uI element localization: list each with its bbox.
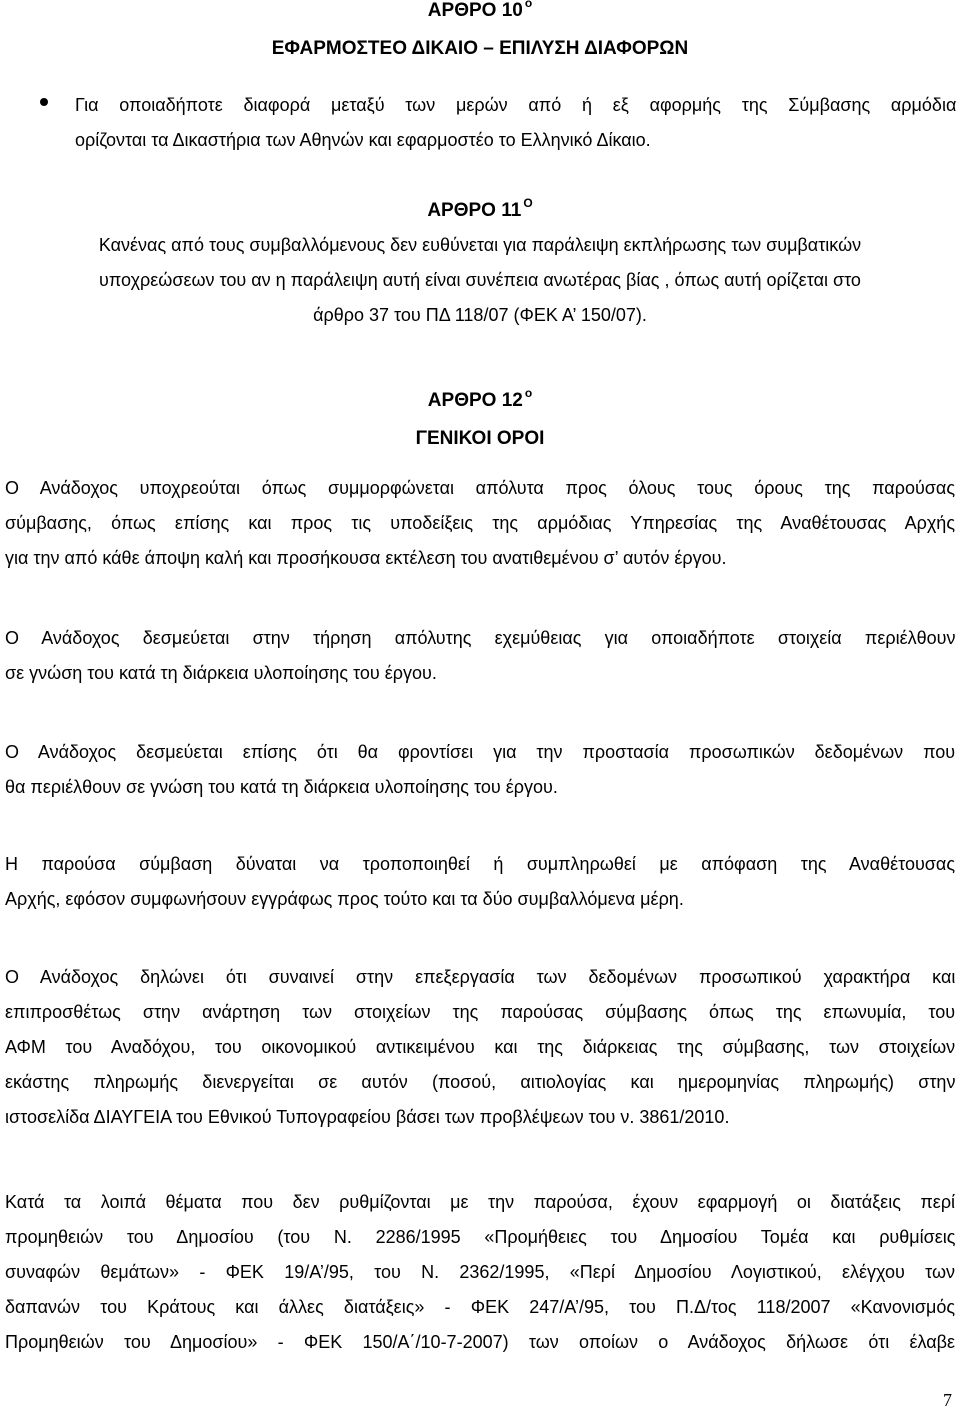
page-number: 7 — [943, 1390, 952, 1410]
text-line: Αρχής, εφόσον συμφωνήσουν εγγράφως προς τούτο και τα δύο συμβαλλόμενα μέρη. — [5, 889, 684, 909]
article-12-paragraph-3 — [5, 735, 955, 805]
text-line: για την από κάθε άποψη καλή και προσήκουσα εκτέλεση του ανατιθεμένου σ’ αυτόν έργου. — [5, 548, 727, 568]
article-12-paragraph-4 — [5, 847, 955, 917]
article-12-title-text: ΑΡΘΡΟ 12 — [427, 390, 523, 411]
article-12-title — [0, 386, 960, 413]
article-10-title-sup: ο — [524, 0, 533, 10]
text-line: σε γνώση του κατά τη διάρκεια υλοποίησης του έργου. — [5, 663, 437, 683]
text-line: Ο Ανάδοχος δηλώνει ότι συναινεί στην επεξεργασία των δεδομένων προσωπικού χαρακτήρα και — [5, 967, 956, 987]
text-line: υποχρεώσεων του αν η παράλειψη αυτή είναι συνέπεια ανωτέρας βίας , όπως αυτή ορίζεται στο — [99, 270, 861, 290]
article-12-subtitle: ΓΕΝΙΚΟΙ ΟΡΟΙ — [415, 428, 545, 449]
text-line: συναφών θεμάτων» - ΦΕΚ 19/Α’/95, του Ν. 2362/1995, «Περί Δημοσίου Λογιστικού, ελέγχου των — [5, 1262, 956, 1282]
text-line: ιστοσελίδα ΔΙΑΥΓΕΙΑ του Εθνικού Τυπογραφείου βάσει των προβλέψεων του ν. 3861/2010. — [5, 1107, 730, 1127]
text-line: θα περιέλθουν σε γνώση του κατά τη διάρκεια υλοποίησης του έργου. — [5, 777, 558, 797]
article-10-bullet-text — [75, 88, 956, 158]
text-line: Ο Ανάδοχος δεσμεύεται επίσης ότι θα φροντίσει για την προστασία προσωπικών δεδομένων που — [5, 742, 956, 762]
text-line: Προμηθειών του Δημοσίου» - ΦΕΚ 150/Α΄/10-7-2007) των οποίων ο Ανάδοχος δήλωσε ότι έλαβε — [5, 1332, 955, 1352]
text-line: άρθρο 37 του ΠΔ 118/07 (ΦΕΚ Α’ 150/07). — [313, 305, 647, 325]
article-12-paragraph-2 — [5, 621, 955, 691]
text-line: ΑΦΜ του Αναδόχου, του οικονομικού αντικειμένου και της διάρκειας της σύμβασης, των στοιχείων — [5, 1037, 956, 1057]
article-11-paragraph — [5, 228, 955, 333]
text-line: Ο Ανάδοχος δεσμεύεται στην τήρηση απόλυτης εχεμύθειας για οποιαδήποτε στοιχεία περιέλθουν — [5, 628, 956, 648]
text-line: ορίζονται τα Δικαστήρια των Αθηνών και εφαρμοστέο το Ελληνικό Δίκαιο. — [75, 130, 651, 150]
bullet-icon — [40, 98, 48, 106]
article-12-paragraph-1 — [5, 471, 955, 576]
article-12-paragraph-6 — [5, 1185, 955, 1360]
text-line: Κατά τα λοιπά θέματα που δεν ρυθμίζονται με την παρούσα, έχουν εφαρμογή οι διατάξεις περί — [5, 1192, 956, 1212]
article-10-title — [0, 0, 960, 23]
text-line: Κανένας από τους συμβαλλόμενους δεν ευθύνεται για παράλειψη εκπλήρωσης των συμβατικών — [98, 235, 862, 255]
text-line: σύμβασης, όπως επίσης και προς τις υποδείξεις της αρμόδιας Υπηρεσίας της Αναθέτουσας Αρχής — [5, 513, 955, 533]
text-line: επιπροσθέτως στην ανάρτηση των στοιχείων της παρούσας σύμβασης όπως της επωνυμία, του — [5, 1002, 956, 1022]
text-line: Για οποιαδήποτε διαφορά μεταξύ των μερών από ή εξ αφορμής της Σύμβασης αρμόδια — [75, 95, 957, 115]
text-line: προμηθειών του Δημοσίου (του Ν. 2286/1995 «Προμήθειες του Δημοσίου Τομέα και ρυθμίσεις — [5, 1227, 956, 1247]
text-line: Η παρούσα σύμβαση δύναται να τροποποιηθεί ή συμπληρωθεί με απόφαση της Αναθέτουσας — [5, 854, 955, 874]
article-11-title-sup: Ο — [523, 196, 533, 210]
article-12-title-sup: ο — [524, 386, 533, 400]
article-11-title — [0, 196, 960, 223]
article-10-title-text: ΑΡΘΡΟ 10 — [427, 0, 523, 21]
article-10-subtitle: ΕΦΑΡΜΟΣΤΕΟ ΔΙΚΑΙΟ – ΕΠΙΛΥΣΗ ΔΙΑΦΟΡΩΝ — [271, 38, 689, 59]
text-line: εκάστης πληρωμής διενεργείται σε αυτόν (ποσού, αιτιολογίας και ημερομηνίας πληρωμής) στην — [5, 1072, 956, 1092]
article-12-paragraph-5 — [5, 960, 955, 1135]
article-11-title-text: ΑΡΘΡΟ 11 — [427, 200, 522, 221]
text-line: Ο Ανάδοχος υποχρεούται όπως συμμορφώνεται απόλυτα προς όλους τους όρους της παρούσας — [5, 478, 955, 498]
text-line: δαπανών του Κράτους και άλλες διατάξεις» - ΦΕΚ 247/Α’/95, του Π.Δ/τος 118/2007 «Κανονισμός — [5, 1297, 956, 1317]
